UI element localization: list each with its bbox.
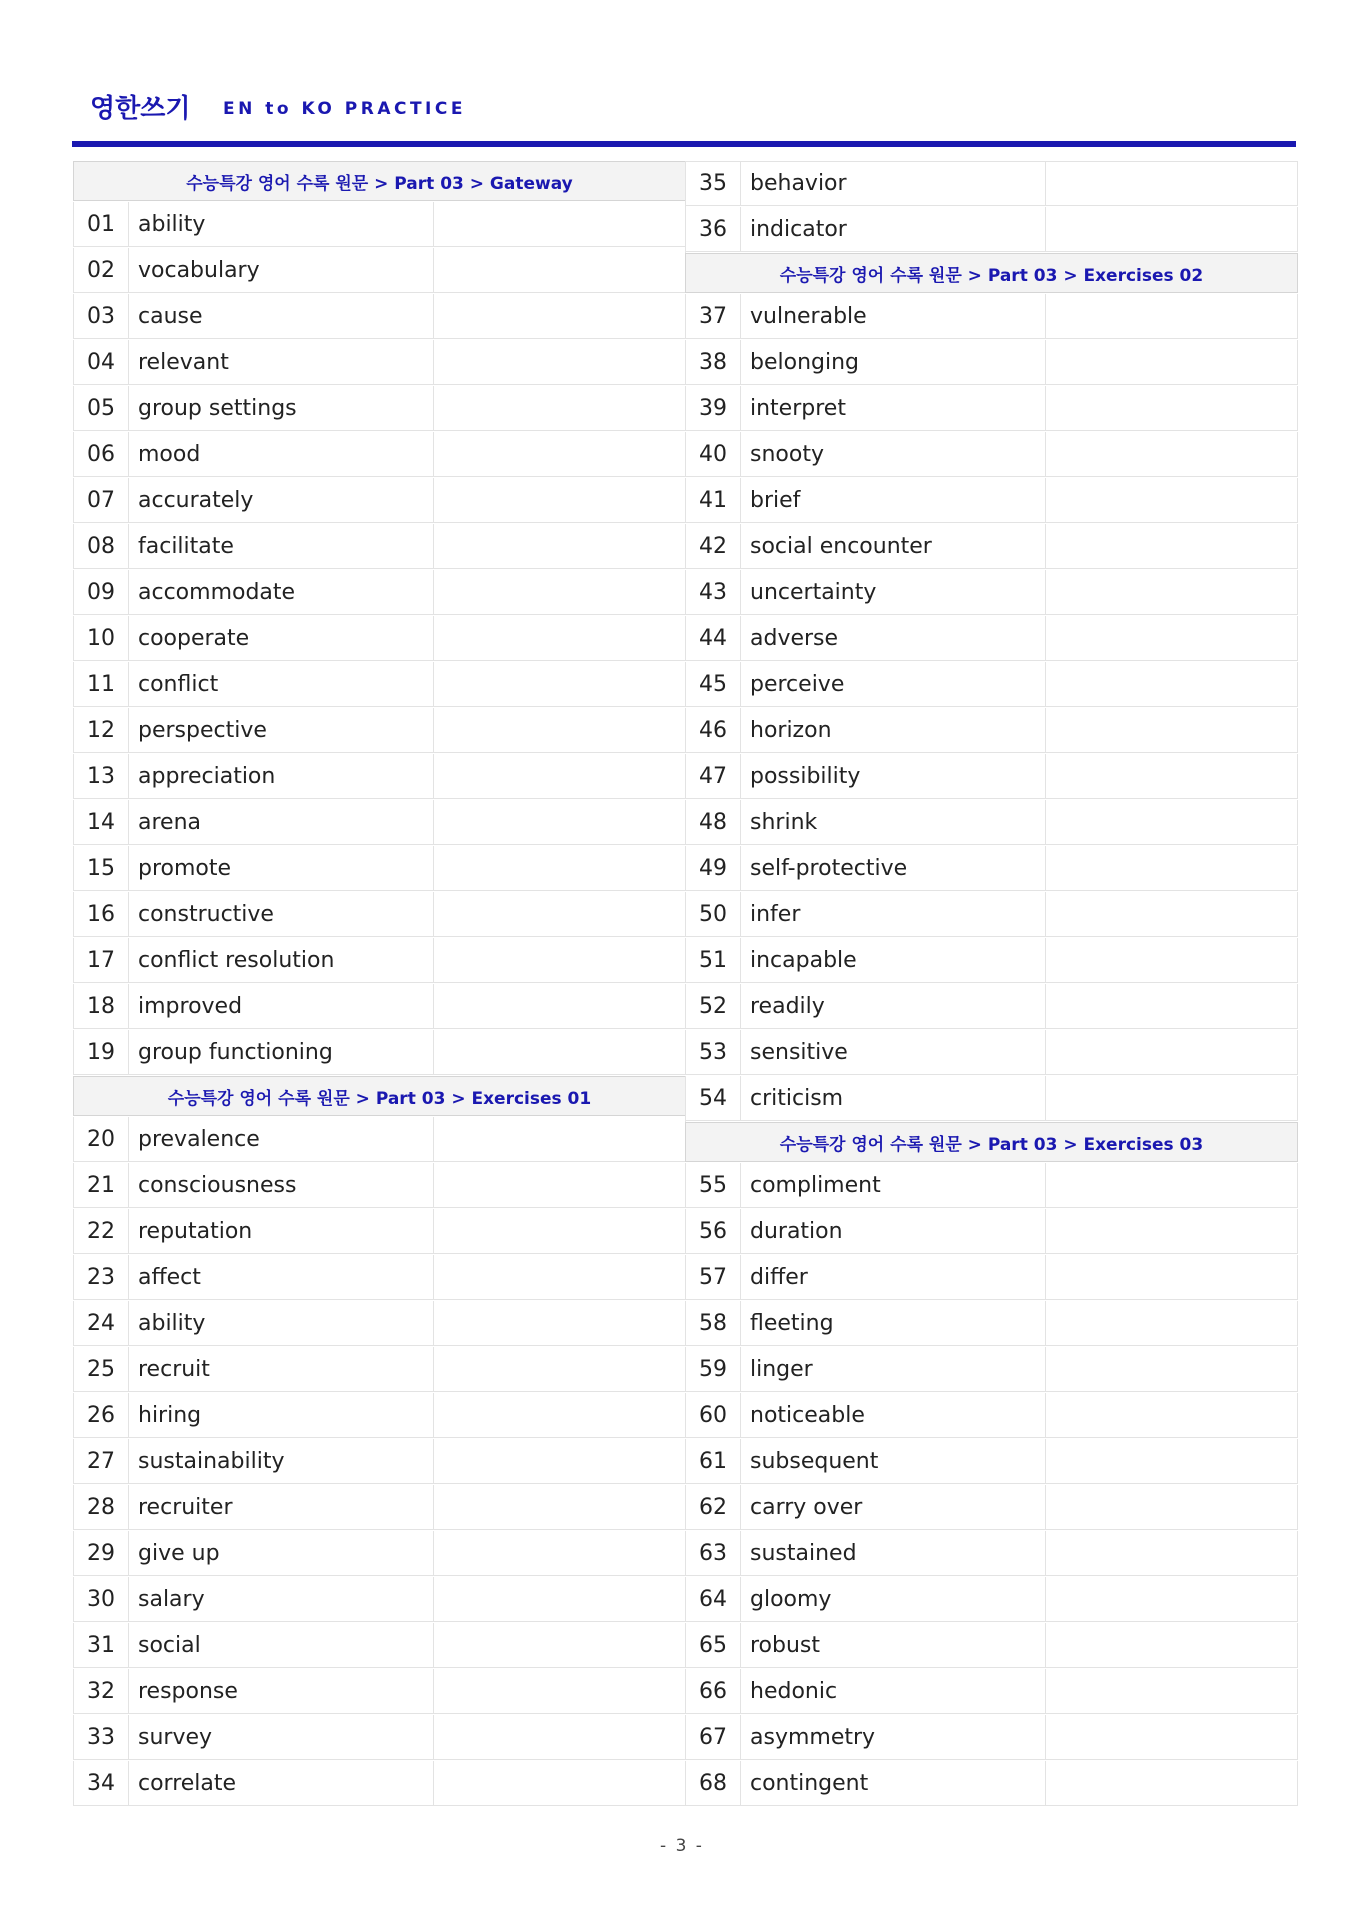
vocab-number: 53 (686, 1030, 741, 1074)
answer-blank[interactable] (434, 1485, 685, 1529)
vocab-word: mood (129, 432, 434, 476)
answer-blank[interactable] (1046, 1761, 1297, 1805)
vocab-number: 15 (74, 846, 129, 890)
vocab-row (685, 800, 1298, 845)
answer-blank[interactable] (434, 294, 685, 338)
vocab-word: criticism (741, 1076, 1046, 1120)
vocab-number: 60 (686, 1393, 741, 1437)
answer-blank[interactable] (434, 938, 685, 982)
vocab-row (73, 846, 686, 891)
vocab-number: 11 (74, 662, 129, 706)
vocab-row (73, 202, 686, 247)
vocab-row (685, 1485, 1298, 1530)
answer-blank[interactable] (434, 1347, 685, 1391)
answer-blank[interactable] (1046, 892, 1297, 936)
vocab-row (685, 846, 1298, 891)
answer-blank[interactable] (1046, 754, 1297, 798)
vocab-row (73, 1347, 686, 1392)
answer-blank[interactable] (1046, 207, 1297, 251)
vocab-number: 49 (686, 846, 741, 890)
section-header: 수능특강 영어 수록 원문 > Part 03 > Gateway (73, 161, 686, 201)
vocab-word: snooty (741, 432, 1046, 476)
vocab-row (685, 386, 1298, 431)
answer-blank[interactable] (434, 846, 685, 890)
answer-blank[interactable] (434, 1577, 685, 1621)
vocab-number: 23 (74, 1255, 129, 1299)
vocab-row (685, 1255, 1298, 1300)
answer-blank[interactable] (1046, 1347, 1297, 1391)
vocab-number: 33 (74, 1715, 129, 1759)
vocab-row (73, 892, 686, 937)
page-title: 영한쓰기 (90, 94, 191, 124)
vocab-word: ability (129, 202, 434, 246)
vocab-number: 36 (686, 207, 741, 251)
vocab-number: 65 (686, 1623, 741, 1667)
vocab-row (73, 1669, 686, 1714)
vocab-word: cooperate (129, 616, 434, 660)
vocab-row (73, 1715, 686, 1760)
answer-blank[interactable] (434, 662, 685, 706)
vocab-number: 03 (74, 294, 129, 338)
vocab-number: 50 (686, 892, 741, 936)
vocab-word: sustained (741, 1531, 1046, 1575)
vocab-word: improved (129, 984, 434, 1028)
vocab-word: shrink (741, 800, 1046, 844)
vocab-word: linger (741, 1347, 1046, 1391)
vocab-word: vulnerable (741, 294, 1046, 338)
vocab-word: group settings (129, 386, 434, 430)
answer-blank[interactable] (434, 202, 685, 246)
vocab-row (685, 1347, 1298, 1392)
answer-blank[interactable] (434, 1715, 685, 1759)
vocab-word: robust (741, 1623, 1046, 1667)
answer-blank[interactable] (434, 1030, 685, 1074)
answer-blank[interactable] (1046, 846, 1297, 890)
answer-blank[interactable] (434, 1393, 685, 1437)
vocab-number: 68 (686, 1761, 741, 1805)
vocab-number: 10 (74, 616, 129, 660)
vocab-row (73, 1030, 686, 1075)
answer-blank[interactable] (434, 524, 685, 568)
vocab-row (73, 1117, 686, 1162)
vocab-row (685, 570, 1298, 615)
answer-blank[interactable] (1046, 708, 1297, 752)
answer-blank[interactable] (1046, 1715, 1297, 1759)
vocab-number: 66 (686, 1669, 741, 1713)
vocab-number: 01 (74, 202, 129, 246)
vocab-row (73, 340, 686, 385)
vocab-word: hedonic (741, 1669, 1046, 1713)
vocab-word: contingent (741, 1761, 1046, 1805)
answer-blank[interactable] (1046, 616, 1297, 660)
vocab-row (685, 1715, 1298, 1760)
answer-blank[interactable] (1046, 1623, 1297, 1667)
vocab-number: 48 (686, 800, 741, 844)
vocab-word: differ (741, 1255, 1046, 1299)
vocab-number: 30 (74, 1577, 129, 1621)
answer-blank[interactable] (434, 386, 685, 430)
section-header: 수능특강 영어 수록 원문 > Part 03 > Exercises 01 (73, 1076, 686, 1116)
vocab-number: 21 (74, 1163, 129, 1207)
vocab-number: 20 (74, 1117, 129, 1161)
answer-blank[interactable] (1046, 1577, 1297, 1621)
answer-blank[interactable] (1046, 1531, 1297, 1575)
vocab-row (685, 1623, 1298, 1668)
answer-blank[interactable] (1046, 662, 1297, 706)
vocab-row (685, 754, 1298, 799)
vocab-word: social encounter (741, 524, 1046, 568)
vocab-word: sensitive (741, 1030, 1046, 1074)
vocab-row (73, 478, 686, 523)
vocab-word: relevant (129, 340, 434, 384)
vocab-number: 26 (74, 1393, 129, 1437)
vocab-row (685, 616, 1298, 661)
vocab-row (73, 1209, 686, 1254)
vocab-row (73, 662, 686, 707)
answer-blank[interactable] (434, 1761, 685, 1805)
vocab-column-right (685, 161, 1298, 1807)
vocab-word: accurately (129, 478, 434, 522)
vocab-number: 63 (686, 1531, 741, 1575)
vocab-word: gloomy (741, 1577, 1046, 1621)
vocab-number: 04 (74, 340, 129, 384)
vocab-number: 38 (686, 340, 741, 384)
vocab-number: 52 (686, 984, 741, 1028)
vocab-word: facilitate (129, 524, 434, 568)
vocab-word: self-protective (741, 846, 1046, 890)
vocab-number: 41 (686, 478, 741, 522)
vocab-number: 55 (686, 1163, 741, 1207)
vocab-row (685, 294, 1298, 339)
section-header: 수능특강 영어 수록 원문 > Part 03 > Exercises 02 (685, 253, 1298, 293)
vocab-row (685, 1761, 1298, 1806)
vocab-row (685, 1439, 1298, 1484)
vocab-word: hiring (129, 1393, 434, 1437)
vocab-word: prevalence (129, 1117, 434, 1161)
vocab-word: ability (129, 1301, 434, 1345)
vocab-number: 47 (686, 754, 741, 798)
vocab-word: survey (129, 1715, 434, 1759)
vocab-word: correlate (129, 1761, 434, 1805)
vocab-row (73, 432, 686, 477)
vocab-row (73, 1577, 686, 1622)
vocab-row (685, 1301, 1298, 1346)
vocab-word: perceive (741, 662, 1046, 706)
vocab-word: belonging (741, 340, 1046, 384)
vocab-word: group functioning (129, 1030, 434, 1074)
vocab-row (685, 984, 1298, 1029)
vocab-number: 18 (74, 984, 129, 1028)
vocab-word: salary (129, 1577, 434, 1621)
vocab-word: duration (741, 1209, 1046, 1253)
page-subtitle: EN to KO PRACTICE (223, 99, 466, 119)
vocab-row (685, 892, 1298, 937)
vocab-word: appreciation (129, 754, 434, 798)
vocab-row (685, 938, 1298, 983)
vocab-number: 08 (74, 524, 129, 568)
vocab-number: 07 (74, 478, 129, 522)
vocab-number: 34 (74, 1761, 129, 1805)
vocab-word: readily (741, 984, 1046, 1028)
answer-blank[interactable] (434, 1623, 685, 1667)
vocab-row (685, 1163, 1298, 1208)
vocab-number: 13 (74, 754, 129, 798)
answer-blank[interactable] (434, 1301, 685, 1345)
vocab-word: cause (129, 294, 434, 338)
vocab-row (685, 1577, 1298, 1622)
vocab-row (73, 800, 686, 845)
vocab-number: 31 (74, 1623, 129, 1667)
vocab-number: 44 (686, 616, 741, 660)
answer-blank[interactable] (1046, 386, 1297, 430)
answer-blank[interactable] (1046, 294, 1297, 338)
answer-blank[interactable] (1046, 1439, 1297, 1483)
header-rule (72, 141, 1296, 147)
vocab-number: 62 (686, 1485, 741, 1529)
vocab-number: 19 (74, 1030, 129, 1074)
vocab-row (685, 340, 1298, 385)
vocab-column-left (73, 161, 686, 1807)
vocab-number: 29 (74, 1531, 129, 1575)
vocab-number: 37 (686, 294, 741, 338)
vocab-word: reputation (129, 1209, 434, 1253)
vocab-word: arena (129, 800, 434, 844)
answer-blank[interactable] (1046, 1030, 1297, 1074)
vocab-number: 43 (686, 570, 741, 614)
answer-blank[interactable] (1046, 1076, 1297, 1120)
answer-blank[interactable] (434, 708, 685, 752)
vocab-number: 40 (686, 432, 741, 476)
vocab-row (73, 294, 686, 339)
vocab-word: conflict resolution (129, 938, 434, 982)
answer-blank[interactable] (434, 570, 685, 614)
vocab-word: sustainability (129, 1439, 434, 1483)
vocab-row (73, 1531, 686, 1576)
vocab-number: 17 (74, 938, 129, 982)
vocab-number: 22 (74, 1209, 129, 1253)
vocab-word: asymmetry (741, 1715, 1046, 1759)
answer-blank[interactable] (1046, 432, 1297, 476)
answer-blank[interactable] (1046, 1485, 1297, 1529)
vocab-row (73, 570, 686, 615)
answer-blank[interactable] (434, 892, 685, 936)
vocab-word: conflict (129, 662, 434, 706)
answer-blank[interactable] (434, 1255, 685, 1299)
vocab-word: consciousness (129, 1163, 434, 1207)
vocab-row (685, 1669, 1298, 1714)
answer-blank[interactable] (434, 248, 685, 292)
page-number: - 3 - (660, 1836, 704, 1856)
answer-blank[interactable] (1046, 1393, 1297, 1437)
vocab-row (685, 1393, 1298, 1438)
vocab-word: behavior (741, 162, 1046, 205)
vocab-row (73, 938, 686, 983)
vocab-word: brief (741, 478, 1046, 522)
vocab-word: affect (129, 1255, 434, 1299)
answer-blank[interactable] (434, 754, 685, 798)
vocab-word: perspective (129, 708, 434, 752)
vocab-word: interpret (741, 386, 1046, 430)
answer-blank[interactable] (1046, 938, 1297, 982)
answer-blank[interactable] (1046, 478, 1297, 522)
vocab-number: 46 (686, 708, 741, 752)
answer-blank[interactable] (434, 1669, 685, 1713)
vocab-word: noticeable (741, 1393, 1046, 1437)
vocab-number: 28 (74, 1485, 129, 1529)
vocab-row (73, 248, 686, 293)
vocab-word: response (129, 1669, 434, 1713)
vocab-number: 54 (686, 1076, 741, 1120)
vocab-row (73, 1393, 686, 1438)
vocab-word: social (129, 1623, 434, 1667)
answer-blank[interactable] (434, 984, 685, 1028)
vocab-row (73, 1163, 686, 1208)
vocab-row (73, 708, 686, 753)
answer-blank[interactable] (1046, 1669, 1297, 1713)
vocab-word: incapable (741, 938, 1046, 982)
vocab-word: recruit (129, 1347, 434, 1391)
vocab-number: 61 (686, 1439, 741, 1483)
vocab-word: fleeting (741, 1301, 1046, 1345)
vocab-word: indicator (741, 207, 1046, 251)
vocab-row (73, 524, 686, 569)
vocab-word: possibility (741, 754, 1046, 798)
vocab-word: vocabulary (129, 248, 434, 292)
vocab-row (685, 1030, 1298, 1075)
vocab-number: 56 (686, 1209, 741, 1253)
vocab-row (73, 386, 686, 431)
vocab-number: 09 (74, 570, 129, 614)
vocab-word: constructive (129, 892, 434, 936)
vocab-number: 42 (686, 524, 741, 568)
vocab-word: horizon (741, 708, 1046, 752)
answer-blank[interactable] (434, 1163, 685, 1207)
vocab-word: compliment (741, 1163, 1046, 1207)
vocab-word: uncertainty (741, 570, 1046, 614)
answer-blank[interactable] (1046, 984, 1297, 1028)
section-header: 수능특강 영어 수록 원문 > Part 03 > Exercises 03 (685, 1122, 1298, 1162)
vocab-number: 05 (74, 386, 129, 430)
vocab-row (73, 1255, 686, 1300)
vocab-number: 24 (74, 1301, 129, 1345)
answer-blank[interactable] (1046, 524, 1297, 568)
vocab-row (73, 1301, 686, 1346)
vocab-word: promote (129, 846, 434, 890)
vocab-row (73, 1761, 686, 1806)
answer-blank[interactable] (1046, 800, 1297, 844)
answer-blank[interactable] (1046, 340, 1297, 384)
vocab-number: 02 (74, 248, 129, 292)
vocab-word: give up (129, 1531, 434, 1575)
answer-blank[interactable] (434, 340, 685, 384)
vocab-row (685, 708, 1298, 753)
vocab-number: 51 (686, 938, 741, 982)
answer-blank[interactable] (434, 1209, 685, 1253)
vocab-number: 57 (686, 1255, 741, 1299)
answer-blank[interactable] (1046, 1163, 1297, 1207)
vocab-number: 39 (686, 386, 741, 430)
answer-blank[interactable] (1046, 1209, 1297, 1253)
vocab-row (73, 616, 686, 661)
vocab-number: 06 (74, 432, 129, 476)
answer-blank[interactable] (1046, 1301, 1297, 1345)
vocab-row (73, 754, 686, 799)
vocab-row (685, 1531, 1298, 1576)
vocab-word: carry over (741, 1485, 1046, 1529)
answer-blank[interactable] (434, 1117, 685, 1161)
vocab-number: 27 (74, 1439, 129, 1483)
vocab-number: 64 (686, 1577, 741, 1621)
vocab-number: 45 (686, 662, 741, 706)
vocab-row (685, 1209, 1298, 1254)
vocab-number: 25 (74, 1347, 129, 1391)
answer-blank[interactable] (434, 616, 685, 660)
vocab-row (73, 984, 686, 1029)
vocab-number: 67 (686, 1715, 741, 1759)
vocab-number: 59 (686, 1347, 741, 1391)
vocab-number: 16 (74, 892, 129, 936)
answer-blank[interactable] (1046, 162, 1297, 205)
answer-blank[interactable] (434, 1439, 685, 1483)
answer-blank[interactable] (1046, 1255, 1297, 1299)
vocab-number: 58 (686, 1301, 741, 1345)
vocab-row (685, 432, 1298, 477)
vocab-row (73, 1439, 686, 1484)
vocab-row (73, 1623, 686, 1668)
vocab-word: infer (741, 892, 1046, 936)
vocab-number: 32 (74, 1669, 129, 1713)
answer-blank[interactable] (434, 432, 685, 476)
vocab-number: 35 (686, 162, 741, 205)
answer-blank[interactable] (1046, 570, 1297, 614)
vocab-row (685, 662, 1298, 707)
vocab-word: subsequent (741, 1439, 1046, 1483)
answer-blank[interactable] (434, 1531, 685, 1575)
vocab-word: recruiter (129, 1485, 434, 1529)
vocab-row (685, 161, 1298, 206)
vocab-row (685, 478, 1298, 523)
vocab-number: 12 (74, 708, 129, 752)
vocab-number: 14 (74, 800, 129, 844)
vocab-row (685, 207, 1298, 252)
vocab-word: adverse (741, 616, 1046, 660)
vocab-row (73, 1485, 686, 1530)
answer-blank[interactable] (434, 800, 685, 844)
vocab-word: accommodate (129, 570, 434, 614)
answer-blank[interactable] (434, 478, 685, 522)
vocab-row (685, 524, 1298, 569)
vocab-row (685, 1076, 1298, 1121)
